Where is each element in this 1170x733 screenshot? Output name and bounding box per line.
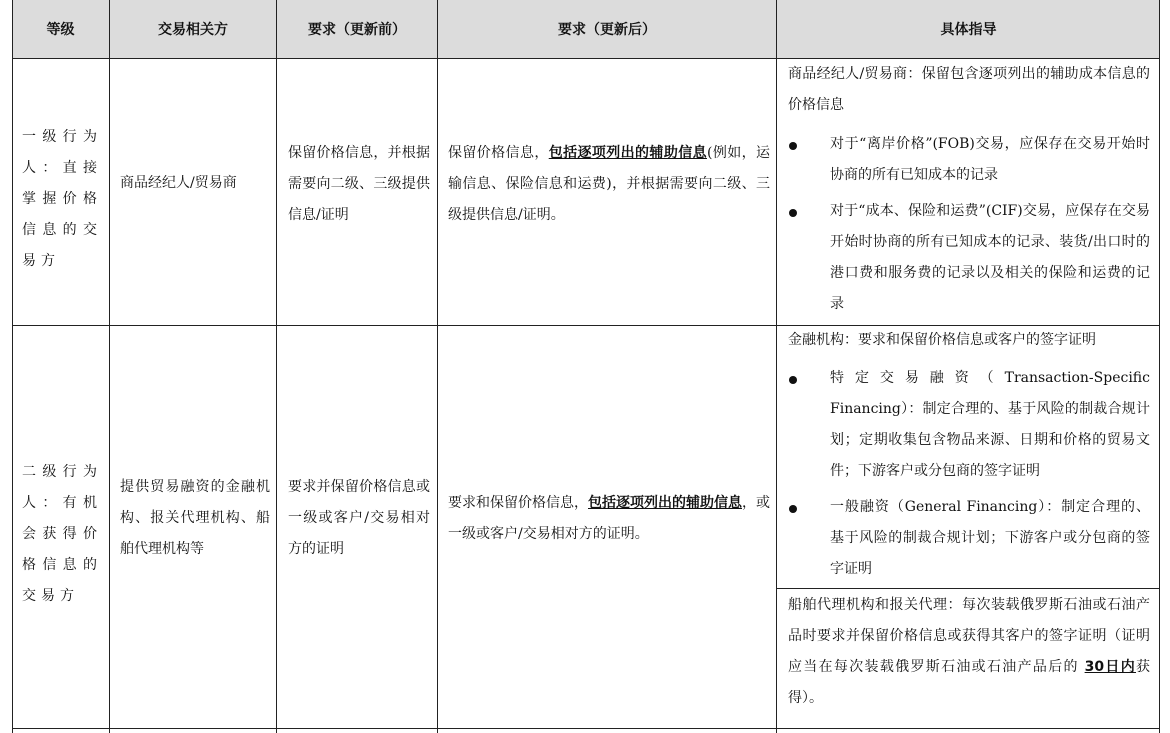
row1-after-post: (例如，运输信息、保险信息和运费)，并根据需要向二级、三级提供信息/证明。 xyxy=(448,145,770,223)
bullet-icon xyxy=(789,505,797,513)
shipping-tail: 获得）。 xyxy=(788,659,1151,706)
row1-level: 一级行为人：直接掌握价格信息的交易方 xyxy=(22,129,102,269)
row2-level: 二级行为人：有机会获得价格信息的交易方 xyxy=(22,464,102,604)
grid-line xyxy=(437,0,438,733)
grid-line xyxy=(109,0,110,733)
row1-parties: 商品经纪人/贸易商 xyxy=(120,175,237,191)
bullet-icon xyxy=(789,142,797,150)
row2-after-pre: 要求和保留价格信息， xyxy=(448,495,588,511)
header-level: 等级 xyxy=(46,22,75,38)
header-after: 要求（更新后） xyxy=(558,22,656,38)
bullet-icon xyxy=(789,209,797,217)
row2-guidance-bullet: 特定交易融资（Transaction-Specific Financing）：制定合理的、基于风险的制裁合规计划；定期收集包含物品来源、日期和价格的贸易文件；下游客户或分包商的签字证明 xyxy=(830,370,1150,479)
shipping-text: 船舶代理机构和报关代理：每次装载俄罗斯石油或石油产品时要求并保留价格信息或获得其客户的签字证明（证明应当在每次装载俄罗斯石油或石油产品后的 xyxy=(788,597,1150,675)
grid-line xyxy=(12,0,13,733)
row1-after xyxy=(448,138,770,231)
grid-line xyxy=(1159,0,1160,733)
shipping-deadline: 30日内 xyxy=(1084,659,1137,675)
header-before: 要求（更新前） xyxy=(308,22,406,38)
row1-guidance-intro: 商品经纪人/贸易商：保留包含逐项列出的辅助成本信息的价格信息 xyxy=(788,66,1150,113)
header-guidance: 具体指导 xyxy=(940,22,997,38)
row2-after-post: ，或一级或客户/交易相对方的证明。 xyxy=(448,495,770,542)
row2-before: 要求并保留价格信息或一级或客户/交易相对方的证明 xyxy=(288,479,430,557)
row2-after xyxy=(448,488,770,550)
row2-after-bold: 包括逐项列出的辅助信息 xyxy=(588,495,742,511)
row2-guidance-intro: 金融机构：要求和保留价格信息或客户的签字证明 xyxy=(788,332,1096,348)
bullet-icon xyxy=(789,376,797,384)
row1-guidance-bullet: 对于“成本、保险和运费”(CIF)交易，应保存在交易开始时协商的所有已知成本的记录、装货/出口时的港口费和服务费的记录以及相关的保险和运费的记录 xyxy=(830,203,1150,312)
grid-line xyxy=(12,728,1160,729)
row1-after-bold: 包括逐项列出的辅助信息 xyxy=(548,145,707,161)
header-parties: 交易相关方 xyxy=(158,22,228,38)
grid-line xyxy=(777,588,1160,589)
row1-after-pre: 保留价格信息， xyxy=(448,145,549,161)
row2-guidance-shipping xyxy=(788,590,1150,714)
row2-guidance-bullet: 一般融资（General Financing）：制定合理的、基于风险的制裁合规计划；下游客户或分包商的签字证明 xyxy=(830,499,1150,577)
row1-guidance-bullet: 对于“离岸价格”(FOB)交易，应保存在交易开始时协商的所有已知成本的记录 xyxy=(830,136,1150,183)
grid-line xyxy=(276,0,277,733)
row2-parties: 提供贸易融资的金融机构、报关代理机构、船舶代理机构等 xyxy=(120,479,270,557)
row1-before: 保留价格信息，并根据需要向二级、三级提供信息/证明 xyxy=(288,145,430,223)
grid-line xyxy=(776,0,777,733)
